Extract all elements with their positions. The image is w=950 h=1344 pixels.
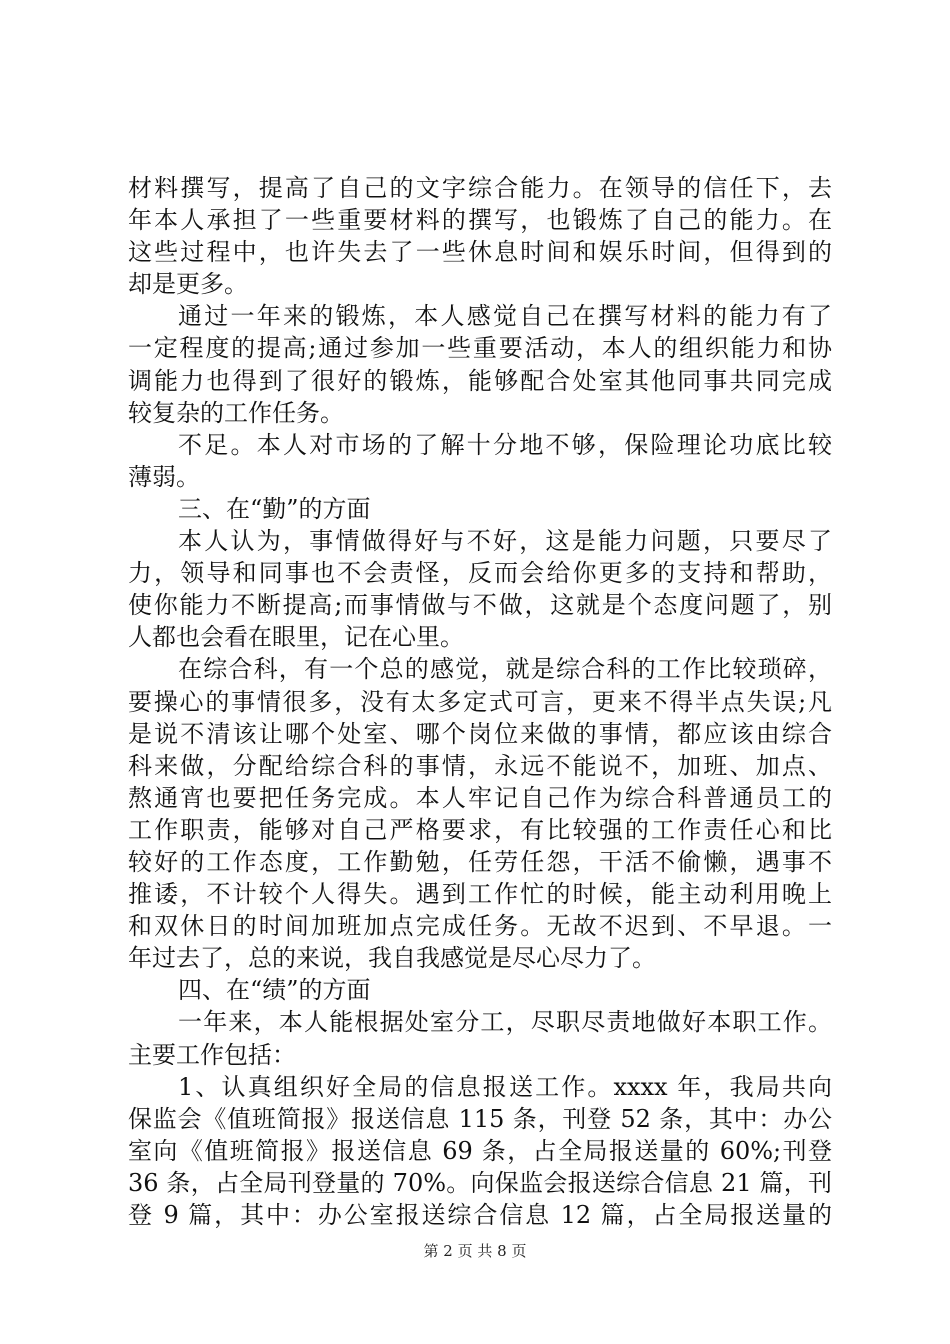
text-line: 室向《值班简报》报送信息 69 条，占全局报送量的 60%;刊登	[128, 1136, 832, 1165]
text-line: 本人认为，事情做得好与不好，这是能力问题，只要尽了	[178, 527, 832, 556]
text-line: 科来做，分配给综合科的事情，永远不能说不，加班、加点、	[128, 751, 832, 780]
text-line: 人都也会看在眼里，记在心里。	[128, 623, 464, 652]
text-line: 却是更多。	[128, 270, 248, 299]
text-line: 要操心的事情很多，没有太多定式可言，更来不得半点失误;凡	[128, 687, 832, 716]
text-line: 薄弱。	[128, 462, 200, 491]
text-line: 四、在“绩”的方面	[178, 976, 371, 1005]
text-line: 保监会《值班简报》报送信息 115 条，刊登 52 条，其中：办公	[128, 1104, 832, 1133]
text-line: 使你能力不断提高;而事情做与不做，这就是个态度问题了，别	[128, 591, 832, 620]
text-line: 这些过程中，也许失去了一些休息时间和娱乐时间，但得到的	[128, 238, 832, 267]
text-line: 工作职责，能够对自己严格要求，有比较强的工作责任心和比	[128, 815, 832, 844]
text-line: 材料撰写，提高了自己的文字综合能力。在领导的信任下，去	[128, 174, 832, 202]
text-line: 较好的工作态度，工作勤勉，任劳任怨，干活不偷懒，遇事不	[128, 847, 832, 876]
text-line: 在综合科，有一个总的感觉，就是综合科的工作比较琐碎，	[178, 655, 832, 684]
text-line: 一定程度的提高;通过参加一些重要活动，本人的组织能力和协	[128, 334, 832, 363]
text-line: 年本人承担了一些重要材料的撰写，也锻炼了自己的能力。在	[128, 206, 832, 235]
text-line: 通过一年来的锻炼，本人感觉自己在撰写材料的能力有了	[178, 302, 832, 331]
text-line: 一年来，本人能根据处室分工，尽职尽责地做好本职工作。	[178, 1008, 832, 1037]
text-line: 推诿，不计较个人得失。遇到工作忙的时候，能主动利用晚上	[128, 880, 832, 909]
text-line: 和双休日的时间加班加点完成任务。无故不迟到、不早退。一	[128, 912, 832, 941]
text-line: 登 9 篇，其中：办公室报送综合信息 12 篇，占全局报送量的	[128, 1201, 832, 1229]
text-line: 调能力也得到了很好的锻炼，能够配合处室其他同事共同完成	[128, 366, 832, 395]
text-line: 1、认真组织好全局的信息报送工作。xxxx 年，我局共向	[178, 1072, 832, 1101]
text-line: 不足。本人对市场的了解十分地不够，保险理论功底比较	[178, 430, 832, 459]
text-line: 主要工作包括：	[128, 1040, 296, 1069]
text-line: 是说不清该让哪个处室、哪个岗位来做的事情，都应该由综合	[128, 719, 832, 748]
text-line: 较复杂的工作任务。	[128, 398, 344, 427]
text-line: 力，领导和同事也不会责怪，反而会给你更多的支持和帮助，	[128, 559, 832, 588]
text-line: 熬通宵也要把任务完成。本人牢记自己作为综合科普通员工的	[128, 783, 832, 812]
text-line: 年过去了，总的来说，我自我感觉是尽心尽力了。	[128, 944, 656, 973]
text-line: 三、在“勤”的方面	[178, 494, 371, 523]
page-footer: 第 2 页 共 8 页	[423, 1242, 527, 1260]
text-line: 36 条，占全局刊登量的 70%。向保监会报送综合信息 21 篇，刊	[128, 1168, 832, 1197]
document-body	[128, 172, 832, 1231]
